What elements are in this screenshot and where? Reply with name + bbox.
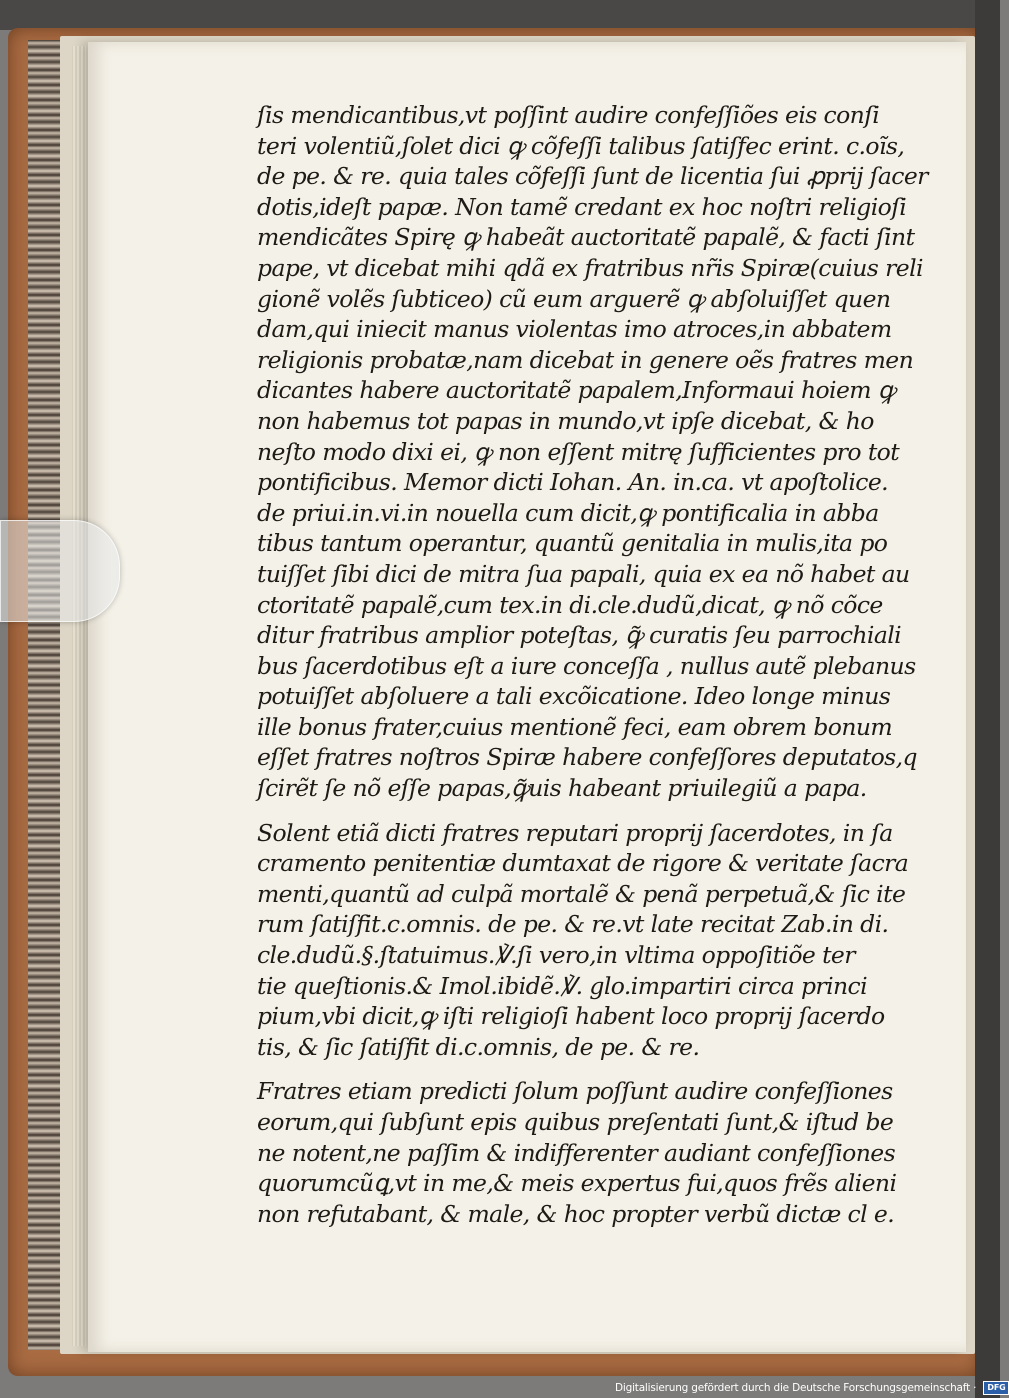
text-line: tie queſtionis.& Imol.ibidẽ.℣. glo.impartiri circa princi xyxy=(257,971,867,1000)
text-line: pium,vbi dicit,ꝙ iſti religioſi habent loco proprij ſacerdo xyxy=(257,1002,885,1031)
text-line: tis, & ſic ſatiſfit di.c.omnis, de pe. & re. xyxy=(257,1032,700,1061)
text-line: dam,qui iniecit manus violentas imo atroces,in abbatem xyxy=(257,315,892,344)
text-line: rum ſatiſfit.c.omnis. de pe. & re.vt late recitat Zab.in di. xyxy=(257,910,889,939)
paragraph xyxy=(257,1076,897,1229)
text-line: non habemus tot papas in mundo,vt ipſe dicebat, & ho xyxy=(257,406,874,435)
paragraph xyxy=(257,100,928,804)
text-line: de pe. & re. quia tales cõfeſſi ſunt de licentia ſui ꝓprij ſacer xyxy=(257,162,928,191)
text-line: eorum,qui ſubſunt epis quibus preſentati ſunt,& iſtud be xyxy=(257,1108,894,1136)
text-line: tibus tantum operantur, quantũ genitalia in mulis,ita po xyxy=(257,529,888,558)
text-line: ille bonus frater,cuius mentionẽ feci, eam obrem bonum xyxy=(257,712,893,741)
text-line: cramento penitentiæ dumtaxat de rigore & veritate ſacra xyxy=(257,849,909,878)
text-line: pontificibus. Memor dicti Iohan. An. in.ca. vt apoſtolice. xyxy=(257,468,888,497)
text-line: ſis mendicantibus,vt poſſint audire confeſſiões eis conſi xyxy=(257,101,880,129)
text-line: Fratres etiam predicti ſolum poſſunt audire confeſſiones xyxy=(257,1077,893,1106)
text-line: ctoritatẽ papalẽ,cum tex.in di.cle.dudũ,dicat, ꝙ nõ cõce xyxy=(257,590,883,619)
text-line: ne notent,ne paſſim & indifferenter audiant confeſſiones xyxy=(257,1138,896,1167)
text-line: quorumcũꝗ,vt in me,& meis expertus fui,quos frẽs alieni xyxy=(257,1169,897,1198)
text-line: tuiſſet ſibi dici de mitra ſua papali, quia ex ea nõ habet au xyxy=(257,559,910,588)
page-edges xyxy=(72,46,86,1346)
text-line: eſſet fratres noſtros Spiræ habere confeſſores deputatos,q xyxy=(257,743,917,772)
text-line: gionẽ volẽs ſubticeo) cũ eum arguerẽ ꝙ abſoluiſſet quen xyxy=(257,284,891,313)
scan-background-right xyxy=(975,0,1000,1398)
text-line: non refutabant, & male, & hoc propter verbũ dictæ cl e. xyxy=(257,1199,895,1228)
text-line: dotis,ideſt papæ. Non tamẽ credant ex hoc noſtri religioſi xyxy=(257,192,907,221)
credit-text: Digitalisierung gefördert durch die Deutsche Forschungsgemeinschaft · xyxy=(615,1382,977,1394)
text-line: pape, vt dicebat mihi qdã ex fratribus nr̃is Spiræ(cuius reli xyxy=(257,253,923,282)
text-line: cle.dudũ.§.ſtatuimus.℣.ſi vero,in vltima oppoſitiõe ter xyxy=(257,941,855,970)
text-line: dicantes habere auctoritatẽ papalem,Informaui hoiem ꝙ xyxy=(257,376,895,405)
text-line: bus ſacerdotibus eſt a iure conceſſa , nullus autẽ plebanus xyxy=(257,651,916,680)
text-line: Solent etiã dicti fratres reputari proprij ſacerdotes, in ſa xyxy=(257,818,893,847)
scan-background-top xyxy=(0,0,1000,30)
text-line: mendicãtes Spirę ꝙ habeãt auctoritatẽ papalẽ, & facti ſint xyxy=(257,223,915,252)
paragraph-gap xyxy=(257,1062,897,1076)
digitization-credit xyxy=(615,1381,1006,1397)
text-line: teri volentiũ,ſolet dici ꝙ cõfeſſi talibus ſatiſfec erint. c.oĩs, xyxy=(257,131,905,160)
dfg-logo: DFG xyxy=(983,1381,1009,1395)
text-line: religionis probatæ,nam dicebat in genere oẽs fratres men xyxy=(257,345,914,374)
text-line: neſto modo dixi ei, ꝙ non eſſent mitrę ſufficientes pro tot xyxy=(257,437,900,466)
page-text xyxy=(257,100,928,1229)
text-line: ſcirẽt ſe nõ eſſe papas,ꝙ̃uis habeant priuilegiũ a papa. xyxy=(257,774,867,803)
paragraph-gap xyxy=(257,804,897,818)
paragraph xyxy=(257,818,909,1063)
text-line: menti,quantũ ad culpã mortalẽ & penã perpetuã,& ſic ite xyxy=(257,879,906,908)
page-clip xyxy=(0,520,120,622)
text-line: de priui.in.vi.in nouella cum dicit,ꝙ pontificalia in abba xyxy=(257,498,879,527)
text-line: ditur fratribus amplior poteſtas, ꝙ̃ curatis ſeu parrochiali xyxy=(257,621,902,650)
text-line: potuiſſet abſoluere a tali excõicatione. Ideo longe minus xyxy=(257,682,891,711)
